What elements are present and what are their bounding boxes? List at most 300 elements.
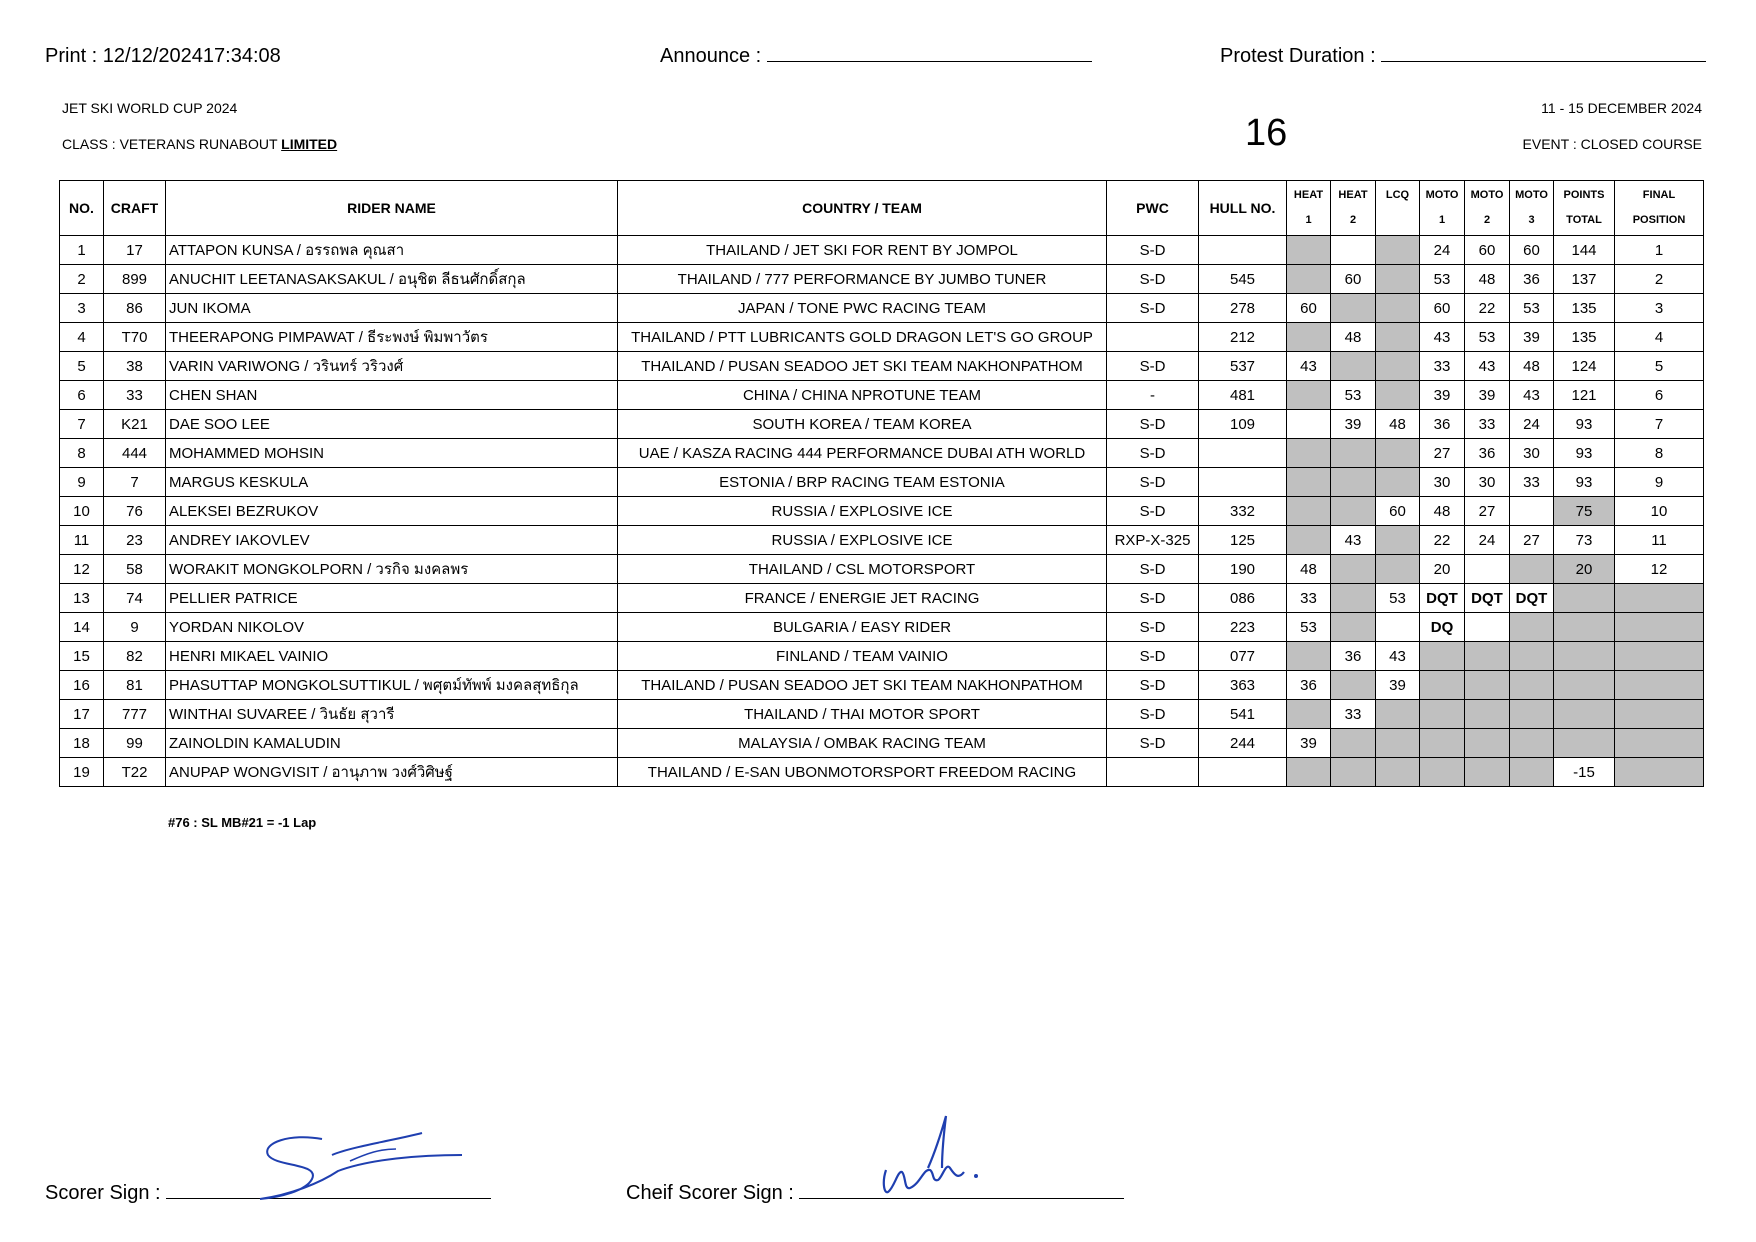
cell-heat2 [1331, 439, 1376, 468]
cell-no: 8 [60, 439, 104, 468]
cell-moto3 [1510, 700, 1554, 729]
cell-pwc: S-D [1107, 497, 1199, 526]
cell-country: THAILAND / PUSAN SEADOO JET SKI TEAM NAKHONPATHOM [618, 671, 1107, 700]
col-moto1-bottom: 1 [1438, 214, 1446, 226]
col-moto1 [1420, 181, 1465, 236]
cell-moto2: 48 [1465, 265, 1510, 294]
cell-heat1 [1287, 410, 1331, 439]
cell-final: 10 [1615, 497, 1704, 526]
cell-moto2: 60 [1465, 236, 1510, 265]
cell-moto2: DQT [1465, 584, 1510, 613]
table-row [60, 700, 1704, 729]
cell-lcq [1376, 323, 1420, 352]
cell-moto1: 43 [1420, 323, 1465, 352]
cell-hull: 363 [1199, 671, 1287, 700]
table-row [60, 729, 1704, 758]
cell-heat1: 48 [1287, 555, 1331, 584]
cell-heat2 [1331, 468, 1376, 497]
cell-country: THAILAND / PTT LUBRICANTS GOLD DRAGON LET'S GO GROUP [618, 323, 1107, 352]
col-moto2-bottom: 2 [1483, 214, 1491, 226]
cell-pwc: S-D [1107, 729, 1199, 758]
cell-final: 8 [1615, 439, 1704, 468]
cell-moto3 [1510, 555, 1554, 584]
cell-lcq: 39 [1376, 671, 1420, 700]
cell-moto2: 22 [1465, 294, 1510, 323]
cell-heat1: 33 [1287, 584, 1331, 613]
cell-hull: 125 [1199, 526, 1287, 555]
cell-final: 11 [1615, 526, 1704, 555]
cell-no: 11 [60, 526, 104, 555]
cell-moto1: 20 [1420, 555, 1465, 584]
cell-lcq: 60 [1376, 497, 1420, 526]
cell-lcq: 43 [1376, 642, 1420, 671]
cell-moto3: 48 [1510, 352, 1554, 381]
cell-moto2 [1465, 555, 1510, 584]
cell-rider: MOHAMMED MOHSIN [166, 439, 618, 468]
col-lcq [1376, 181, 1420, 236]
col-pwc: PWC [1107, 181, 1199, 236]
cell-pwc: S-D [1107, 294, 1199, 323]
cell-country: JAPAN / TONE PWC RACING TEAM [618, 294, 1107, 323]
cell-rider: ANUCHIT LEETANASAKSAKUL / อนุชิต ลีธนศักดิ์สกุล [166, 265, 618, 294]
cell-no: 7 [60, 410, 104, 439]
cell-no: 17 [60, 700, 104, 729]
cell-heat2 [1331, 294, 1376, 323]
cell-moto1: 39 [1420, 381, 1465, 410]
cell-points [1554, 729, 1615, 758]
cell-pwc: S-D [1107, 700, 1199, 729]
cell-craft: 81 [104, 671, 166, 700]
cell-lcq: 53 [1376, 584, 1420, 613]
col-lcq-top: LCQ [1385, 189, 1410, 201]
cell-moto3: 36 [1510, 265, 1554, 294]
cell-country: THAILAND / PUSAN SEADOO JET SKI TEAM NAKHONPATHOM [618, 352, 1107, 381]
chief-sign-field [626, 1182, 1124, 1205]
cell-hull [1199, 468, 1287, 497]
cell-final: 3 [1615, 294, 1704, 323]
cell-no: 1 [60, 236, 104, 265]
print-timestamp: Print : 12/12/202417:34:08 [45, 45, 281, 67]
cell-hull: 278 [1199, 294, 1287, 323]
protest-label: Protest Duration : [1220, 45, 1376, 67]
cell-lcq [1376, 526, 1420, 555]
cell-moto2: 24 [1465, 526, 1510, 555]
cell-pwc: S-D [1107, 439, 1199, 468]
table-row [60, 584, 1704, 613]
cell-craft: 86 [104, 294, 166, 323]
event-number: 16 [1245, 112, 1288, 154]
table-row [60, 758, 1704, 787]
cell-hull: 109 [1199, 410, 1287, 439]
class-prefix: CLASS : VETERANS RUNABOUT [62, 136, 282, 152]
cell-lcq [1376, 265, 1420, 294]
cell-heat2: 43 [1331, 526, 1376, 555]
cell-country: THAILAND / THAI MOTOR SPORT [618, 700, 1107, 729]
cell-heat1 [1287, 758, 1331, 787]
col-heat2-top: HEAT [1338, 189, 1368, 201]
cell-lcq [1376, 352, 1420, 381]
cell-rider: DAE SOO LEE [166, 410, 618, 439]
cell-country: FINLAND / TEAM VAINIO [618, 642, 1107, 671]
table-row [60, 642, 1704, 671]
cell-heat1: 39 [1287, 729, 1331, 758]
cell-craft: 444 [104, 439, 166, 468]
cell-points: 124 [1554, 352, 1615, 381]
cell-lcq [1376, 294, 1420, 323]
cell-hull: 541 [1199, 700, 1287, 729]
cell-craft: 23 [104, 526, 166, 555]
cell-lcq [1376, 439, 1420, 468]
table-row [60, 381, 1704, 410]
cell-no: 5 [60, 352, 104, 381]
cell-points: 93 [1554, 410, 1615, 439]
table-row [60, 671, 1704, 700]
cell-craft: K21 [104, 410, 166, 439]
table-row [60, 439, 1704, 468]
cell-craft: 777 [104, 700, 166, 729]
cell-points: 144 [1554, 236, 1615, 265]
cell-points: 135 [1554, 323, 1615, 352]
cell-rider: ANUPAP WONGVISIT / อานุภาพ วงศ์วิศิษฐ์ [166, 758, 618, 787]
cell-no: 15 [60, 642, 104, 671]
cell-heat2: 60 [1331, 265, 1376, 294]
cell-final [1615, 671, 1704, 700]
cell-final [1615, 758, 1704, 787]
cell-moto2: 39 [1465, 381, 1510, 410]
cell-heat2 [1331, 497, 1376, 526]
col-heat2-bottom: 2 [1349, 214, 1357, 226]
cell-lcq [1376, 700, 1420, 729]
cell-pwc: RXP-X-325 [1107, 526, 1199, 555]
table-row [60, 613, 1704, 642]
col-moto3 [1510, 181, 1554, 236]
cell-points [1554, 642, 1615, 671]
cell-rider: ZAINOLDIN KAMALUDIN [166, 729, 618, 758]
col-moto3-bottom: 3 [1528, 214, 1535, 226]
cell-hull: 212 [1199, 323, 1287, 352]
cell-craft: T22 [104, 758, 166, 787]
cell-country: THAILAND / CSL MOTORSPORT [618, 555, 1107, 584]
cell-final: 5 [1615, 352, 1704, 381]
col-country: COUNTRY / TEAM [618, 181, 1107, 236]
cell-pwc: S-D [1107, 642, 1199, 671]
cell-moto1: 22 [1420, 526, 1465, 555]
cell-moto3: 60 [1510, 236, 1554, 265]
cell-no: 2 [60, 265, 104, 294]
cell-pwc [1107, 758, 1199, 787]
cell-moto2 [1465, 613, 1510, 642]
cell-lcq [1376, 729, 1420, 758]
cell-no: 18 [60, 729, 104, 758]
cell-moto3: 24 [1510, 410, 1554, 439]
event-type: EVENT : CLOSED COURSE [1522, 136, 1702, 152]
cell-craft: 38 [104, 352, 166, 381]
cell-no: 19 [60, 758, 104, 787]
cell-moto2: 33 [1465, 410, 1510, 439]
table-row [60, 323, 1704, 352]
cell-final: 4 [1615, 323, 1704, 352]
cell-no: 10 [60, 497, 104, 526]
cell-craft: 82 [104, 642, 166, 671]
cell-rider: ALEKSEI BEZRUKOV [166, 497, 618, 526]
cell-moto1 [1420, 729, 1465, 758]
table-row [60, 526, 1704, 555]
cell-final [1615, 613, 1704, 642]
protest-field [1220, 45, 1706, 68]
col-moto3-top: MOTO [1515, 189, 1548, 201]
cell-moto2: 36 [1465, 439, 1510, 468]
cell-moto1: DQ [1420, 613, 1465, 642]
col-moto2 [1465, 181, 1510, 236]
cell-hull [1199, 236, 1287, 265]
cell-no: 4 [60, 323, 104, 352]
cell-moto3: 33 [1510, 468, 1554, 497]
cell-lcq [1376, 468, 1420, 497]
cell-moto3 [1510, 642, 1554, 671]
cell-pwc: S-D [1107, 410, 1199, 439]
table-row [60, 468, 1704, 497]
cell-heat1 [1287, 381, 1331, 410]
cell-rider: ATTAPON KUNSA / อรรถพล คุณสา [166, 236, 618, 265]
cell-heat1 [1287, 236, 1331, 265]
cell-final [1615, 700, 1704, 729]
cell-heat1 [1287, 439, 1331, 468]
cell-no: 6 [60, 381, 104, 410]
cell-pwc: S-D [1107, 584, 1199, 613]
cell-hull [1199, 439, 1287, 468]
cell-moto1: 48 [1420, 497, 1465, 526]
cell-heat1 [1287, 323, 1331, 352]
cell-final [1615, 729, 1704, 758]
cell-heat2 [1331, 555, 1376, 584]
cell-heat1: 60 [1287, 294, 1331, 323]
cell-moto2: 27 [1465, 497, 1510, 526]
cell-rider: ANDREY IAKOVLEV [166, 526, 618, 555]
cell-heat2 [1331, 236, 1376, 265]
cell-heat2 [1331, 671, 1376, 700]
cell-hull: 077 [1199, 642, 1287, 671]
cell-country: THAILAND / 777 PERFORMANCE BY JUMBO TUNER [618, 265, 1107, 294]
cell-points [1554, 671, 1615, 700]
cell-lcq [1376, 381, 1420, 410]
cell-points: 137 [1554, 265, 1615, 294]
cell-craft: 58 [104, 555, 166, 584]
cell-points [1554, 584, 1615, 613]
cell-moto3 [1510, 613, 1554, 642]
announce-label: Announce : [660, 45, 762, 67]
cell-craft: T70 [104, 323, 166, 352]
col-heat1-bottom: 1 [1305, 214, 1312, 226]
cell-country: UAE / KASZA RACING 444 PERFORMANCE DUBAI ATH WORLD [618, 439, 1107, 468]
cell-pwc: S-D [1107, 265, 1199, 294]
cell-craft: 76 [104, 497, 166, 526]
cell-heat1: 53 [1287, 613, 1331, 642]
results-table [59, 180, 1704, 787]
cell-rider: CHEN SHAN [166, 381, 618, 410]
cell-lcq [1376, 236, 1420, 265]
cell-lcq: 48 [1376, 410, 1420, 439]
cell-moto1: 33 [1420, 352, 1465, 381]
col-final [1615, 181, 1704, 236]
cell-heat1 [1287, 497, 1331, 526]
cell-heat1 [1287, 468, 1331, 497]
cell-moto1: 36 [1420, 410, 1465, 439]
cell-moto3 [1510, 671, 1554, 700]
cell-moto3: 53 [1510, 294, 1554, 323]
cell-country: CHINA / CHINA NPROTUNE TEAM [618, 381, 1107, 410]
cell-craft: 17 [104, 236, 166, 265]
cell-country: RUSSIA / EXPLOSIVE ICE [618, 497, 1107, 526]
chief-signature-icon [880, 1110, 1000, 1200]
cell-pwc: S-D [1107, 468, 1199, 497]
col-heat1 [1287, 181, 1331, 236]
cell-country: MALAYSIA / OMBAK RACING TEAM [618, 729, 1107, 758]
cell-craft: 899 [104, 265, 166, 294]
cell-points: 75 [1554, 497, 1615, 526]
results-body [60, 236, 1704, 787]
cell-moto3: 30 [1510, 439, 1554, 468]
cell-country: FRANCE / ENERGIE JET RACING [618, 584, 1107, 613]
cell-moto2 [1465, 671, 1510, 700]
cell-heat2 [1331, 758, 1376, 787]
class-suffix: LIMITED [281, 136, 338, 152]
scorer-sign-label: Scorer Sign : [45, 1182, 161, 1204]
cell-lcq [1376, 613, 1420, 642]
table-row [60, 236, 1704, 265]
cell-final: 9 [1615, 468, 1704, 497]
cell-hull: 545 [1199, 265, 1287, 294]
cell-pwc: S-D [1107, 236, 1199, 265]
cell-heat1: 43 [1287, 352, 1331, 381]
cell-no: 14 [60, 613, 104, 642]
cell-moto2: 53 [1465, 323, 1510, 352]
cell-moto2 [1465, 758, 1510, 787]
cell-pwc: S-D [1107, 352, 1199, 381]
announce-line [767, 61, 1092, 62]
cell-country: ESTONIA / BRP RACING TEAM ESTONIA [618, 468, 1107, 497]
cell-moto2 [1465, 642, 1510, 671]
cell-moto2: 30 [1465, 468, 1510, 497]
cell-country: BULGARIA / EASY RIDER [618, 613, 1107, 642]
cell-hull: 332 [1199, 497, 1287, 526]
cell-rider: WORAKIT MONGKOLPORN / วรกิจ มงคลพร [166, 555, 618, 584]
cell-heat2 [1331, 613, 1376, 642]
table-header-row [60, 181, 1704, 236]
cell-no: 3 [60, 294, 104, 323]
col-final-top: FINAL [1642, 189, 1676, 201]
cell-final [1615, 584, 1704, 613]
cell-moto2 [1465, 729, 1510, 758]
col-heat2 [1331, 181, 1376, 236]
cell-no: 12 [60, 555, 104, 584]
cell-heat2: 53 [1331, 381, 1376, 410]
cell-craft: 99 [104, 729, 166, 758]
col-points-bottom: TOTAL [1566, 214, 1602, 226]
event-name: JET SKI WORLD CUP 2024 [62, 100, 238, 116]
cell-moto1: 24 [1420, 236, 1465, 265]
cell-heat2: 33 [1331, 700, 1376, 729]
cell-points: -15 [1554, 758, 1615, 787]
cell-points: 121 [1554, 381, 1615, 410]
col-moto2-top: MOTO [1470, 189, 1504, 201]
cell-heat2 [1331, 729, 1376, 758]
cell-moto3 [1510, 729, 1554, 758]
cell-country: SOUTH KOREA / TEAM KOREA [618, 410, 1107, 439]
cell-final [1615, 642, 1704, 671]
table-row [60, 352, 1704, 381]
cell-craft: 33 [104, 381, 166, 410]
cell-no: 9 [60, 468, 104, 497]
cell-rider: WINTHAI SUVAREE / วินธัย สุวารี [166, 700, 618, 729]
cell-moto2 [1465, 700, 1510, 729]
scorer-signature-icon [250, 1125, 470, 1205]
cell-heat1: 36 [1287, 671, 1331, 700]
table-row [60, 497, 1704, 526]
cell-pwc: S-D [1107, 613, 1199, 642]
cell-hull [1199, 758, 1287, 787]
cell-hull: 190 [1199, 555, 1287, 584]
cell-pwc: S-D [1107, 555, 1199, 584]
cell-points [1554, 613, 1615, 642]
col-hull: HULL NO. [1199, 181, 1287, 236]
cell-moto1 [1420, 671, 1465, 700]
col-no: NO. [60, 181, 104, 236]
event-dates: 11 - 15 DECEMBER 2024 [1541, 100, 1702, 116]
cell-moto1: 53 [1420, 265, 1465, 294]
cell-moto1 [1420, 758, 1465, 787]
cell-rider: MARGUS KESKULA [166, 468, 618, 497]
col-points [1554, 181, 1615, 236]
cell-moto1: 60 [1420, 294, 1465, 323]
cell-moto3: 27 [1510, 526, 1554, 555]
col-rider: RIDER NAME [166, 181, 618, 236]
cell-rider: VARIN VARIWONG / วรินทร์ วริวงศ์ [166, 352, 618, 381]
cell-points: 73 [1554, 526, 1615, 555]
cell-country: RUSSIA / EXPLOSIVE ICE [618, 526, 1107, 555]
cell-moto3: DQT [1510, 584, 1554, 613]
table-row [60, 410, 1704, 439]
cell-moto1: 27 [1420, 439, 1465, 468]
cell-rider: PHASUTTAP MONGKOLSUTTIKUL / พศุตม์ทัพพ์ มงคลสุทธิกุล [166, 671, 618, 700]
cell-hull: 481 [1199, 381, 1287, 410]
cell-heat2 [1331, 352, 1376, 381]
table-row [60, 555, 1704, 584]
table-row [60, 294, 1704, 323]
col-heat1-top: HEAT [1293, 189, 1324, 201]
cell-pwc: S-D [1107, 671, 1199, 700]
cell-heat2: 39 [1331, 410, 1376, 439]
cell-rider: YORDAN NIKOLOV [166, 613, 618, 642]
cell-heat2: 48 [1331, 323, 1376, 352]
cell-final: 7 [1615, 410, 1704, 439]
cell-heat1 [1287, 265, 1331, 294]
cell-hull: 244 [1199, 729, 1287, 758]
cell-final: 6 [1615, 381, 1704, 410]
cell-hull: 223 [1199, 613, 1287, 642]
cell-moto1: 30 [1420, 468, 1465, 497]
cell-moto3: 39 [1510, 323, 1554, 352]
protest-line [1381, 61, 1706, 62]
cell-final: 12 [1615, 555, 1704, 584]
cell-hull: 537 [1199, 352, 1287, 381]
cell-final: 2 [1615, 265, 1704, 294]
cell-country: THAILAND / E-SAN UBONMOTORSPORT FREEDOM RACING [618, 758, 1107, 787]
chief-sign-label: Cheif Scorer Sign : [626, 1182, 794, 1204]
lap-note: #76 : SL MB#21 = -1 Lap [168, 815, 317, 830]
col-moto1-top: MOTO [1425, 189, 1459, 201]
cell-moto3 [1510, 758, 1554, 787]
cell-moto1: DQT [1420, 584, 1465, 613]
